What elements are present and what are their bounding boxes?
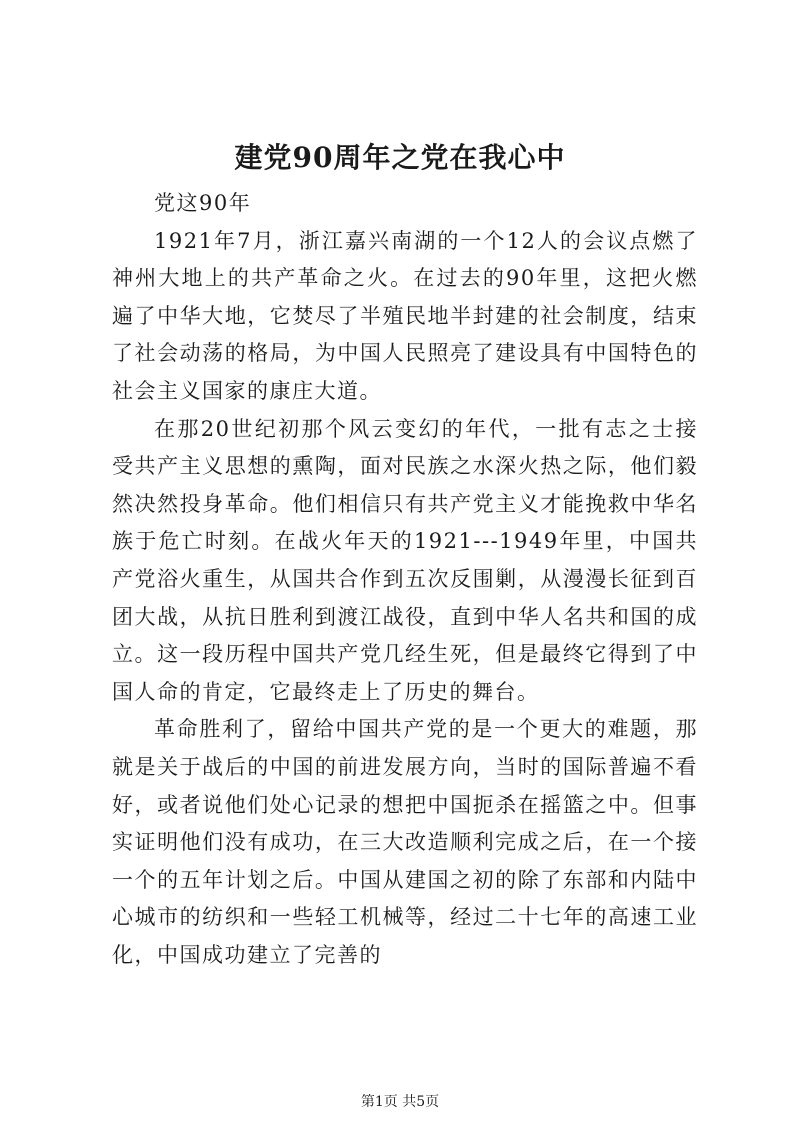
paragraph: 1921年7月，浙江嘉兴南湖的一个12人的会议点燃了神州大地上的共产革命之火。在过去的90年里，这把火燃遍了中华大地，它焚尽了半殖民地半封建的社会制度，结束了社会动荡的格局，为中国人民照亮了建设具有中国特色的社会主义国家的康庄大道。 xyxy=(112,228,698,403)
document-body xyxy=(112,185,698,974)
page-footer: 第1页 共5页 xyxy=(360,1094,440,1110)
paragraph: 革命胜利了，留给中国共产党的是一个更大的难题，那就是关于战后的中国的前进发展方向，当时的国际普遍不看好，或者说他们处心记录的想把中国扼杀在摇篮之中。但事实证明他们没有成功，在三大改造顺利完成之后，在一个接一个的五年计划之后。中国从建国之初的除了东部和内陆中心城市的纺织和一些轻工机械等，经过二十七年的高速工业化，中国成功建立了完善的 xyxy=(112,717,698,967)
paragraph: 在那20世纪初那个风云变幻的年代，一批有志之士接受共产主义思想的熏陶，面对民族之水深火热之际，他们毅然决然投身革命。他们相信只有共产党主义才能挽救中华名族于危亡时刻。在战火年天的1921---1949年里，中国共产党浴火重生，从国共合作到五次反围剿，从漫漫长征到百团大战，从抗日胜利到渡江战役，直到中华人名共和国的成立。这一段历程中国共产党几经生死，但是最终它得到了中国人命的肯定，它最终走上了历史的舞台。 xyxy=(112,416,698,704)
paragraph-heading: 党这90年 xyxy=(154,191,252,215)
page-title: 建党90周年之党在我心中 xyxy=(234,141,566,174)
